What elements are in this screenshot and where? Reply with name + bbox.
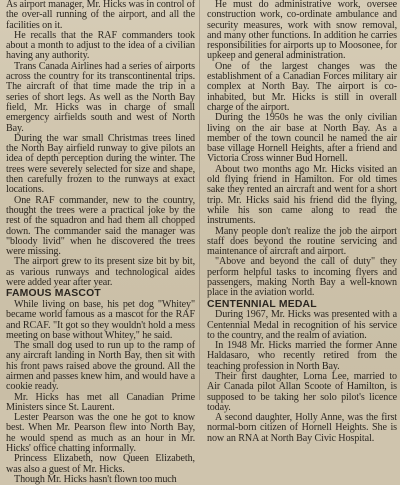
paragraph: He recalls that the RAF commanders took about a month to adjust to the idea of a civilian having any authority. [6, 29, 195, 62]
paragraph: One of the largest changes was the establishment of a Canadian Forces military air complex at North Bay. The airport is co-inhabited, but Mr. Hicks is still in overall charge of the airport. [207, 60, 397, 113]
right-column [205, 0, 399, 444]
paragraph: Trans Canada Airlines had a series of airports across the country for its transcontinental trips. The aircraft of that time made the trip in a series of short legs. As well as the North Bay field, Mr. Hicks was in charge of small emergency airfields south and west of North Bay. [6, 60, 195, 134]
paragraph: While living on base, his pet dog "Whitey" became world famous as a mascot for the RAF and RCAF. "It got so they wouldn't hold a mess meeting on base without Whitey," he said. [6, 298, 195, 341]
left-column [4, 0, 197, 485]
paragraph: Though Mr. Hicks hasn't flown too much [14, 473, 177, 485]
paragraph: Their first daughter, Lorna Lee, married to Air Canada pilot Allan Scoote of Hamilton, is supposed to be taking her solo pilot's licence today. [207, 370, 397, 413]
paragraph: "Above and beyond the call of duty" they perform helpful tasks to incoming flyers and passengers, making North Bay a well-known place in the aviation world. [207, 256, 397, 299]
section-heading: CENTENNIAL MEDAL [207, 298, 317, 310]
paragraph: During 1967, Mr. Hicks was presented with a Centennial Medal in recognition of his service to the country, and the realm of aviation. [207, 309, 397, 341]
paragraph: Mr. Hicks has met all Canadian Prime Ministers since St. Laurent. [6, 391, 195, 413]
paragraph: As airport manager, Mr. Hicks was in control of the over-all running of the airport, and all the facilities on it. [6, 0, 195, 31]
section-heading: FAMOUS MASCOT [6, 288, 101, 300]
paragraph: He must do administrative work, oversee construction work, co-ordinate ambulance and security measures, work with snow removal, and many other functions. In addition he carries responsibilities for airports up to Moosonee, for upkeep and general administration. [207, 0, 397, 62]
paragraph: In 1948 Mr. Hicks married the former Anne Haldasaro, who recently retired from the teaching profession in North Bay. [207, 340, 397, 372]
paragraph: During the war small Christmas trees lined the North Bay airfield runway to give pilots an idea of depth perception during the winter. The trees were severely selected for size and shape, then carefully frozen to the runways at exact locations. [6, 132, 195, 196]
paragraph: The small dog used to run up to the ramp of any aircraft landing in North Bay, then sit with his front paws raised above the ground. All the airmen and passes knew him, and would have a cookie ready. [6, 340, 195, 393]
paragraph: Princess Elizabeth, now Queen Elizabeth, was also a guest of Mr. Hicks. [6, 453, 195, 475]
paragraph: One RAF commander, new to the country, thought the trees were a practical joke by the rest of the squadron and had them all chopped down. The commander said the manager was "bloody livid" when he discovered the trees were missing. [6, 194, 195, 258]
paragraph: About two months ago Mr. Hicks visited an old flying friend in Hamilton. For old times sake they rented an aircraft and went for a short trip. Mr. Hicks said his friend did the flying, while his son came along to read the instruments. [207, 163, 397, 227]
paragraph: A second daughter, Holly Anne, was the first normal-born citizen of Hornell Heights. She is now an RNA at North Bay Civic Hospital. [207, 412, 397, 444]
paragraph: Lester Pearson was the one he got to know best. When Mr. Pearson flew into North Bay, he would spend as much as an hour in Mr. Hicks' office chatting informally. [6, 412, 195, 455]
paragraph: During the 1950s he was the only civilian living on the air base at North Bay. As a member of the town council he named the air base village Hornell Heights, after a friend and Victoria Cross winner Bud Hornell. [207, 112, 397, 165]
column-divider [199, 0, 200, 400]
paragraph: Many people don't realize the job the airport staff does beyond the routine servicing and maintenance of aircraft and airport. [207, 225, 397, 258]
paragraph: The airport grew to its present size bit by bit, as various runways and technological aides were added year after year. [6, 256, 195, 289]
